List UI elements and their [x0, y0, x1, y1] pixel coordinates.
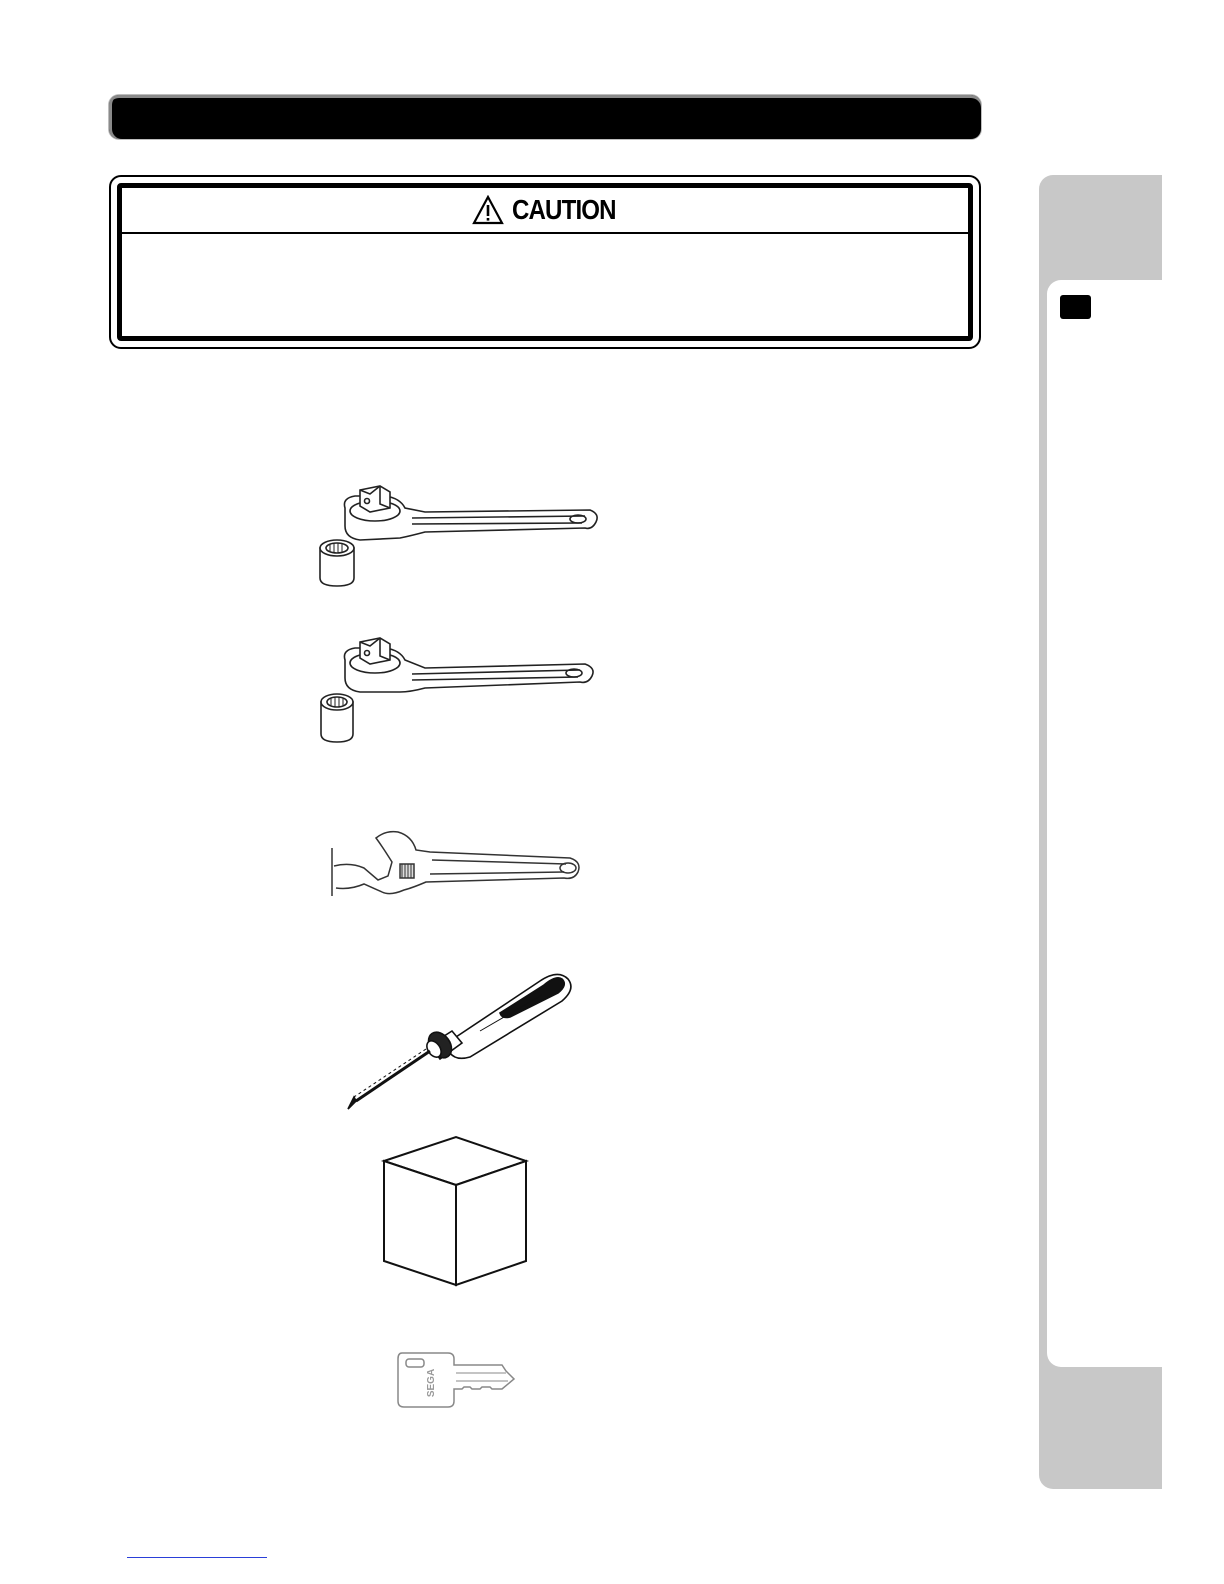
- caution-inner-frame: [117, 183, 973, 341]
- warning-triangle-icon: [472, 195, 504, 225]
- ratchet-wrench-icon: [300, 478, 610, 593]
- section-title-bar: [109, 95, 981, 139]
- footer-link-underline[interactable]: [127, 1557, 267, 1558]
- cube-icon: [380, 1133, 532, 1289]
- chapter-tab-bottom: [1039, 1367, 1162, 1489]
- caution-header: [122, 188, 968, 234]
- key-icon: [390, 1343, 530, 1413]
- ratchet-wrench-icon: [300, 630, 610, 745]
- chapter-marker: [1060, 295, 1091, 319]
- caution-box: [109, 175, 981, 349]
- key-engraving: SEGA: [426, 1368, 437, 1398]
- adjustable-wrench-icon: [320, 818, 590, 923]
- caution-heading: CAUTION: [511, 194, 616, 225]
- chapter-tab-spine: [1039, 280, 1162, 1367]
- screwdriver-icon: [330, 965, 585, 1115]
- chapter-tab-top: [1039, 175, 1162, 280]
